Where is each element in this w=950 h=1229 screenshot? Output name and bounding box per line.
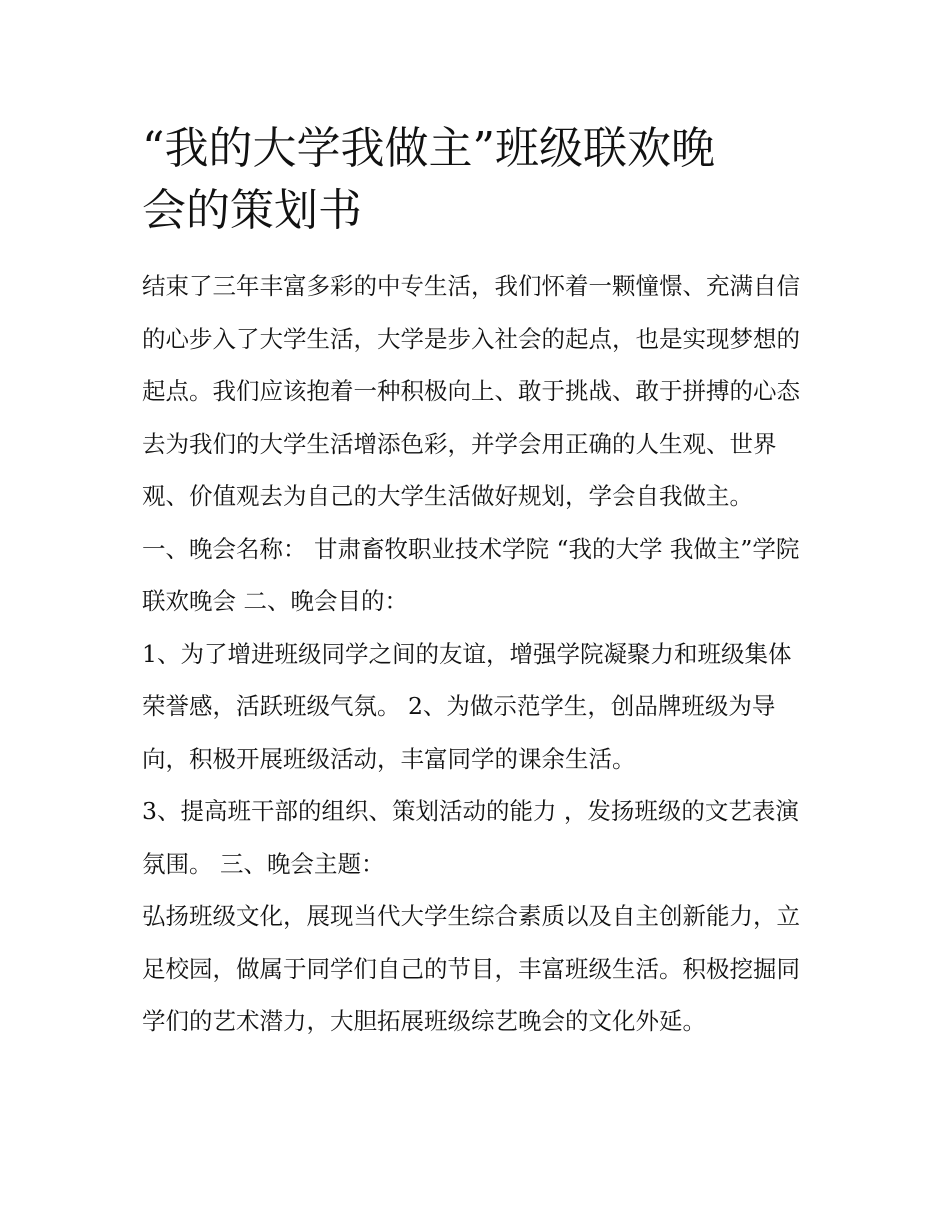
document-title-line-2: 会的策划书 — [142, 185, 362, 236]
document-content — [142, 118, 810, 1048]
document-title-line-1: “我的大学我做主”班级联欢晚 — [142, 123, 715, 174]
document-body — [142, 260, 810, 1048]
paragraph-intro: 结束了三年丰富多彩的中专生活，我们怀着一颗憧憬、充满自信的心步入了大学生活，大学是步入社会的起点，也是实现梦想的起点。我们应该抱着一种积极向上、敢于挑战、敢于拼搏的心态去为我们的大学生活增添色彩，并学会用正确的人生观、世界观、价值观去为自己的大学生活做好规划，学会自我做主。 — [142, 272, 800, 510]
paragraph-theme: 弘扬班级文化，展现当代大学生综合素质以及自主创新能力，立足校园，做属于同学们自己的节目，丰富班级生活。积极挖掘同学们的艺术潜力，大胆拓展班级综艺晚会的文化外延。 — [142, 902, 800, 1035]
document-title — [142, 118, 810, 242]
paragraph-purpose-3: 3、提高班干部的组织、策划活动的能力 ，发扬班级的文艺表演氛围。 三、晚会主题： — [142, 797, 799, 878]
paragraph-purpose-1-2: 1、为了增进班级同学之间的友谊，增强学院凝聚力和班级集体荣誉感，活跃班级气氛。 2、为做示范学生，创品牌班级为导向，积极开展班级活动，丰富同学的课余生活。 — [142, 639, 792, 773]
paragraph-section-1-2: 一、晚会名称： 甘肃畜牧职业技术学院 “我的大学 我做主”学院联欢晚会 二、晚会目的： — [142, 534, 800, 615]
